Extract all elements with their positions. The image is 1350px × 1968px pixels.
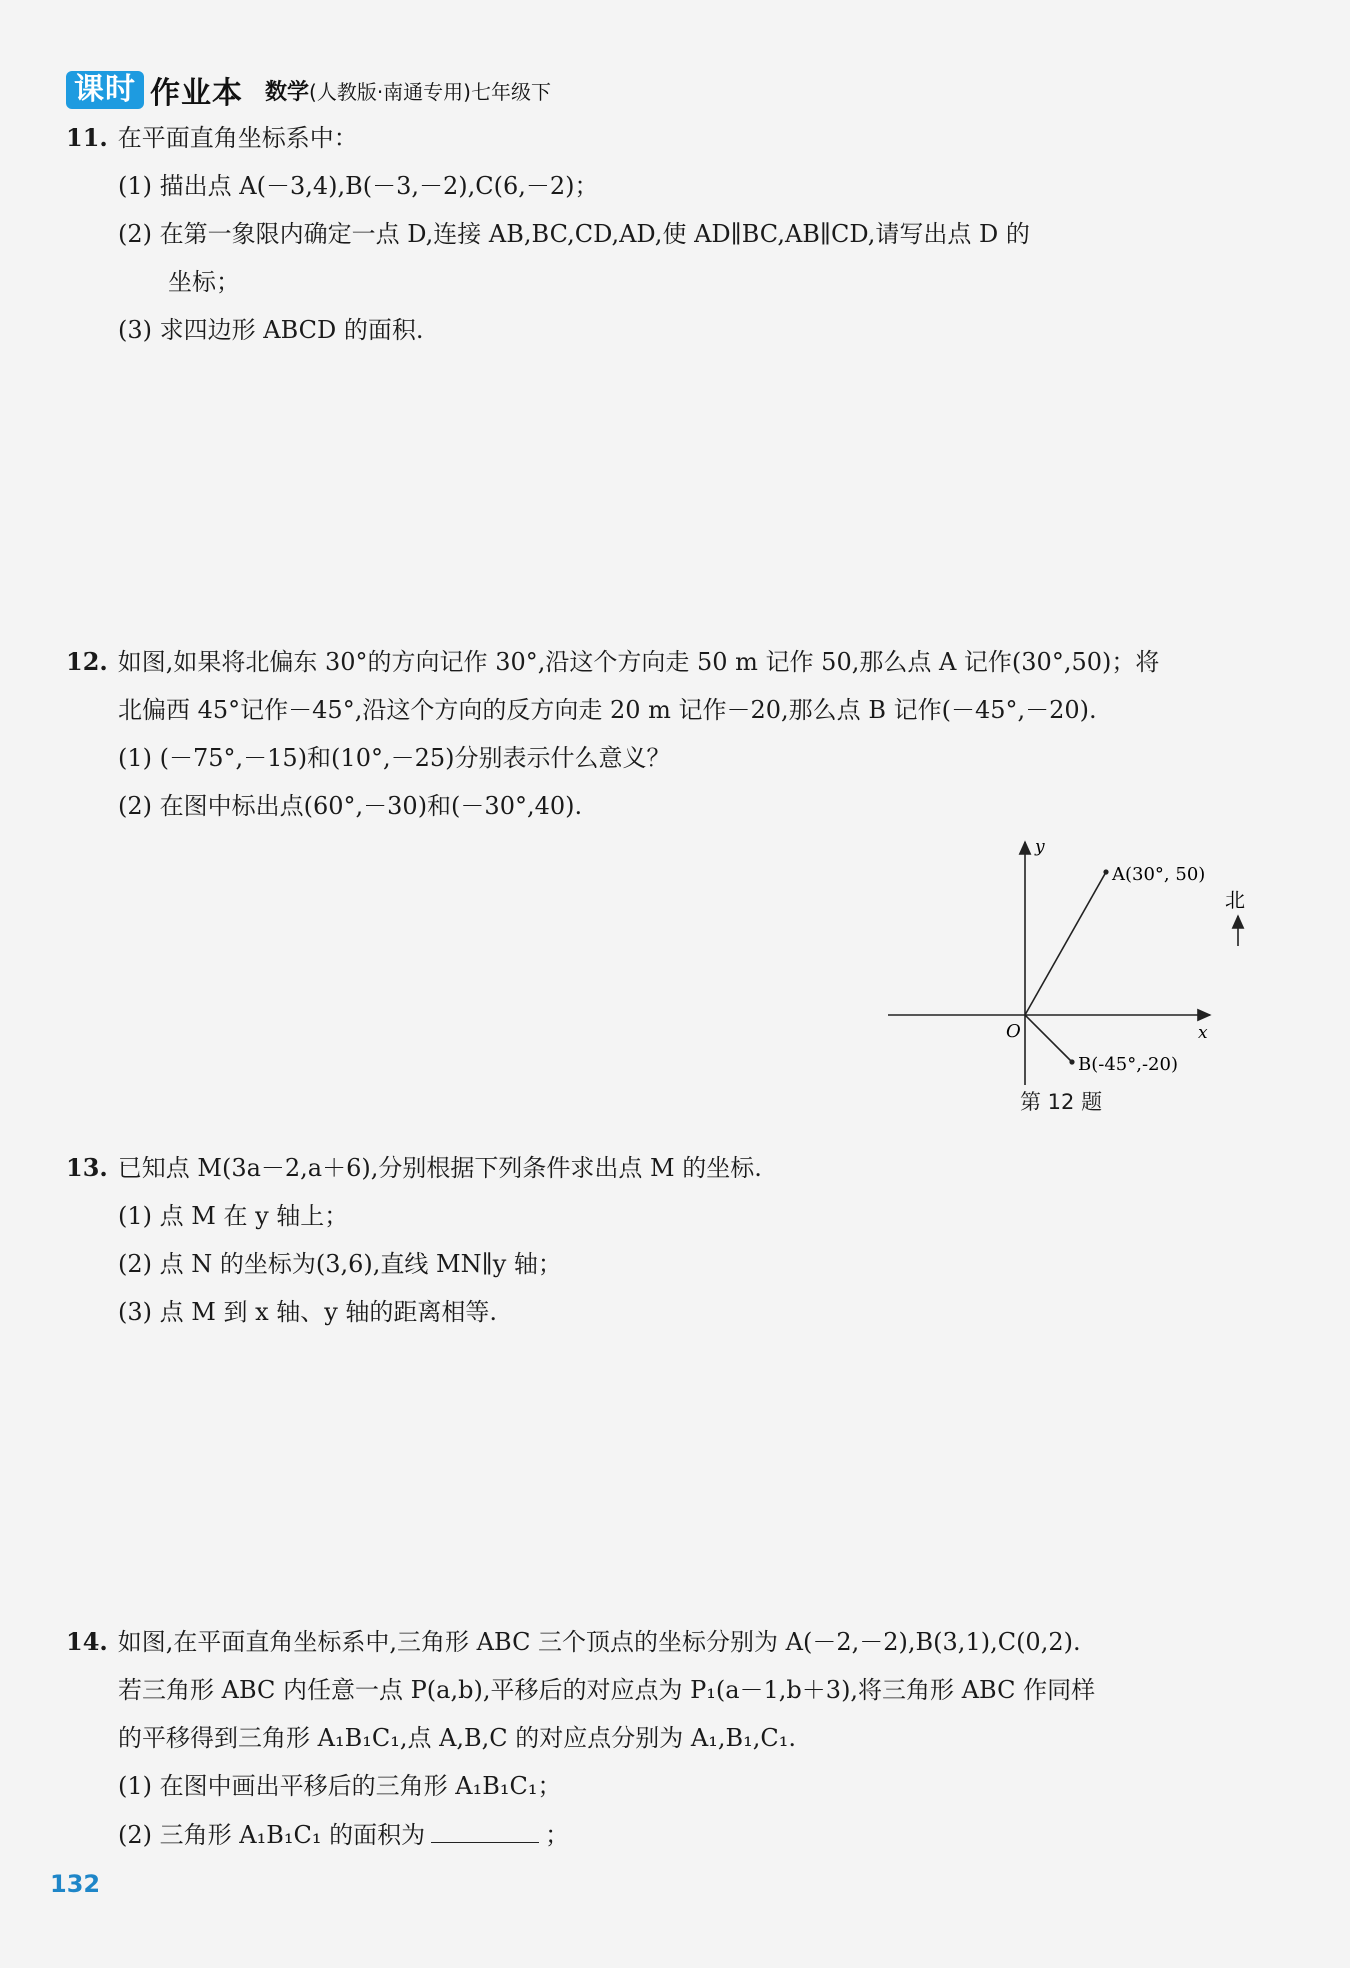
figure-12-diagram [880,830,1245,1090]
problem-number: 14. [66,1627,108,1656]
problem-14-stem: 14. 如图,在平面直角坐标系中,三角形 ABC 三个顶点的坐标分别为 A(－2,－2),B(3,1),C(0,2). [66,1627,1081,1656]
ray-oa [1025,872,1106,1015]
problem-14-stem-cont-1: 若三角形 ABC 内任意一点 P(a,b),平移后的对应点为 P₁(a－1,b＋3),将三角形 ABC 作同样 [118,1676,1096,1704]
problem-12-part-1: (1) (－75°,－15)和(10°,－25)分别表示什么意义？ [118,744,671,772]
problem-number: 12. [66,647,108,676]
book-logo [66,68,243,112]
problem-12-stem: 12. 如图,如果将北偏东 30°的方向记作 30°,沿这个方向走 50 m 记作 50,那么点 A 记作(30°,50)；将 [66,647,1160,676]
problem-number: 11. [66,123,108,152]
point-b-label: B(-45°,-20) [1078,1054,1178,1075]
problem-14-part-2: (2) 三角形 A₁B₁C₁ 的面积为 ； [118,1818,569,1851]
subject-label: 数学 [265,79,310,105]
problem-12-part-2: (2) 在图中标出点(60°,－30)和(－30°,40). [118,792,583,820]
answer-blank[interactable] [431,1818,539,1843]
problem-11-stem: 11. 在平面直角坐标系中： [66,123,358,152]
point-b [1069,1059,1074,1064]
y-axis-label: y [1035,837,1045,857]
problem-11-part-3: (3) 求四边形 ABCD 的面积. [118,316,424,344]
problem-12-stem-cont: 北偏西 45°记作－45°,沿这个方向的反方向走 20 m 记作－20,那么点 B 记作(－45°,－20). [118,696,1097,724]
problem-13-part-2: (2) 点 N 的坐标为(3,6),直线 MN∥y 轴； [118,1250,562,1278]
book-info [265,75,551,106]
point-a-label: A(30°, 50) [1112,864,1206,885]
problem-11-part-2-cont: 坐标； [168,268,240,296]
problem-number: 13. [66,1153,108,1182]
problem-14-part-1: (1) 在图中画出平移后的三角形 A₁B₁C₁； [118,1772,562,1800]
edition-label: (人教版·南通专用)七年级下 [309,79,551,104]
x-axis-label: x [1198,1023,1208,1043]
problem-13-stem: 13. 已知点 M(3a－2,a＋6),分别根据下列条件求出点 M 的坐标. [66,1153,762,1182]
north-label: 北 [1225,888,1245,912]
figure-12-caption: 第 12 题 [1020,1090,1103,1114]
logo-text: 作业本 [150,76,243,111]
origin-label: O [1006,1021,1021,1042]
ray-ob [1025,1015,1072,1062]
page-number: 132 [50,1870,101,1898]
page-header [66,70,551,110]
problem-14-stem-cont-2: 的平移得到三角形 A₁B₁C₁,点 A,B,C 的对应点分别为 A₁,B₁,C₁. [118,1724,797,1752]
problem-11-part-2: (2) 在第一象限内确定一点 D,连接 AB,BC,CD,AD,使 AD∥BC,AB∥CD,请写出点 D 的 [118,220,1030,248]
problem-13-part-1: (1) 点 M 在 y 轴上； [118,1202,349,1230]
figure-12 [880,830,1245,1120]
logo-badge: 课时 [66,71,144,109]
point-a [1103,869,1108,874]
problem-13-part-3: (3) 点 M 到 x 轴、y 轴的距离相等. [118,1298,498,1326]
problem-11-part-1: (1) 描出点 A(－3,4),B(－3,－2),C(6,－2)； [118,172,599,200]
